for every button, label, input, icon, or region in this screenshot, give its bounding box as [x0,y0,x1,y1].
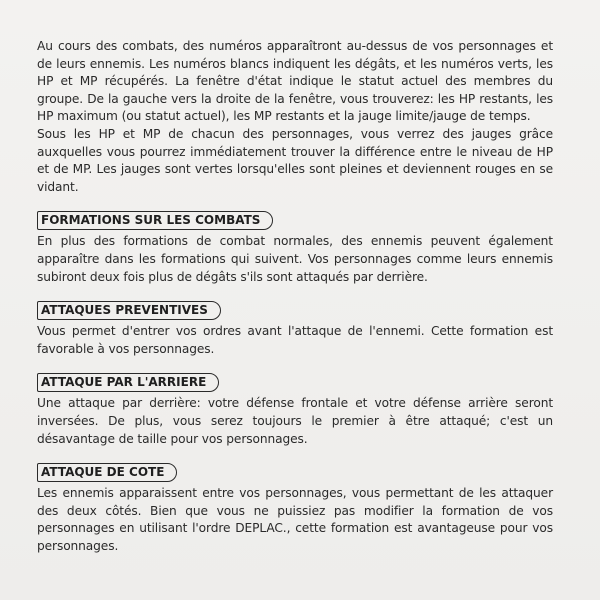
section-heading-row-formations [37,209,553,228]
section-heading-back-attack: ATTAQUE PAR L'ARRIERE [37,373,219,392]
section-text-back-attack: Une attaque par derrière: votre défense frontale et votre défense arrière seront inversées. De plus, vous serez toujours le premier à être attaqué; c'est un désavantage de taille pour vos personnages. [37,396,553,446]
section-heading-row-back-attack [37,371,553,390]
intro-paragraph-1: Au cours des combats, des numéros apparaîtront au-dessus de vos personnages et de leurs ennemis. Les numéros blancs indiquent les dégâts, et les numéros verts, les HP et MP récupérés. La fenêtre d'état indique le statut actuel des membres du groupe. De la gauche vers la droite de la fenêtre, vous trouverez: les HP restants, les HP maximum (ou statut actuel), les MP restants et la jauge limite/jauge de temps. [37,39,553,124]
section-heading-side-attack: ATTAQUE DE COTE [37,463,177,482]
section-heading-preventive: ATTAQUES PREVENTIVES [37,301,221,320]
section-heading-row-preventive [37,299,553,318]
intro-paragraph-2: Sous les HP et MP de chacun des personnages, vous verrez des jauges grâce auxquelles vous pourrez immédiatement trouver la différence entre le niveau de HP et de MP. Les jauges sont vertes lorsqu'elles sont pleines et deviennent rouges en se vidant. [37,126,553,194]
manual-text-column [37,38,553,555]
section-heading-row-side-attack [37,461,553,480]
section-text-formations: En plus des formations de combat normales, des ennemis peuvent également apparaître dans les formations qui suivent. Vos personnages comme leurs ennemis subiront deux fois plus de dégâts s'ils sont attaqués par derrière. [37,234,553,284]
section-text-side-attack: Les ennemis apparaissent entre vos personnages, vous permettant de les attaquer des deux côtés. Bien que vous ne puissiez pas modifier la formation de vos personnages en utilisant l'ordre DEPLAC., cette formation est avantageuse pour vos personnages. [37,486,553,553]
section-text-preventive: Vous permet d'entrer vos ordres avant l'attaque de l'ennemi. Cette formation est favorable à vos personnages. [37,324,553,356]
section-heading-formations: FORMATIONS SUR LES COMBATS [37,211,273,230]
